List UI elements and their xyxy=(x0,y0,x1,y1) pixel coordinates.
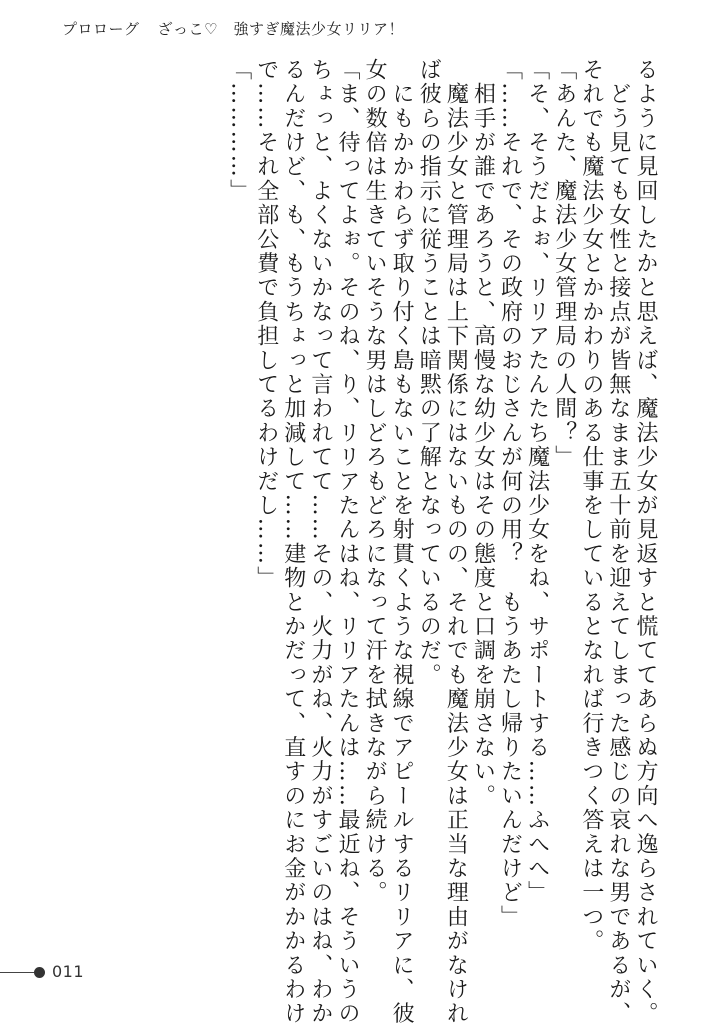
text-line: ば彼らの指示に従うことは暗黙の了解となっているのだ。 xyxy=(416,58,442,688)
text-line: 魔法少女と管理局は上下関係にはないものの、それでも魔法少女は正当な理由がなけれ xyxy=(443,58,469,1026)
text-line: るように見回したかと思えば、魔法少女が見返すと慌ててあらぬ方向へ逸らされていく。 xyxy=(633,58,658,1026)
page-number: 011 xyxy=(52,962,85,981)
text-line: 「ま、待ってよぉ。そのね、り、リリアたんはね、リリアたんは……最近ね、そういうの xyxy=(334,58,360,1026)
text-line: で……それ全部公費で負担してるわけだし……」 xyxy=(253,58,279,591)
page-footer xyxy=(0,961,709,985)
text-line: ちょっと、よくないかなって言われてて……その、火力がね、火力がすごいのはね、わか xyxy=(307,58,333,1026)
text-line: 「…………」 xyxy=(226,58,252,204)
text-line: にもかかわらず取り付く島もないことを射貫くような視線でアピールするリリアに、彼 xyxy=(389,58,415,1026)
text-line: それでも魔法少女とかかわりのある仕事をしているとなれば行きつく答えは一つ。 xyxy=(578,58,604,954)
footer-rule xyxy=(0,972,34,973)
chapter-label: プロローグ xyxy=(62,20,140,38)
text-line: 「あんた、魔法少女管理局の人間？」 xyxy=(551,58,577,470)
text-line: どう見ても女性と接点が皆無なまま五十前を迎えてしまった感じの哀れな男であるが、 xyxy=(605,58,631,1026)
book-title: ざっこ♡ 強すぎ魔法少女リリア！ xyxy=(157,20,404,38)
text-line: 相手が誰であろうと、高慢な幼少女はその態度と口調を崩さない。 xyxy=(470,58,496,809)
body-text xyxy=(226,58,660,1026)
text-line: 「そ、そうだよぉ、リリアたんたち魔法少女をね、サポートする……ふへへ」 xyxy=(524,58,550,905)
text-line: 「……それで、その政府のおじさんが何の用？ もうあたし帰りたいんだけど」 xyxy=(497,58,523,930)
footer-dot-icon xyxy=(34,967,45,978)
text-line: 女の数倍は生きていそうな男はしどろもどろになって汗を拭きながら続ける。 xyxy=(362,58,388,905)
text-line: るんだけど、も、もうちょっと加減して……建物とかだって、直すのにお金がかかるわけ xyxy=(280,58,306,1026)
running-head xyxy=(62,18,404,39)
